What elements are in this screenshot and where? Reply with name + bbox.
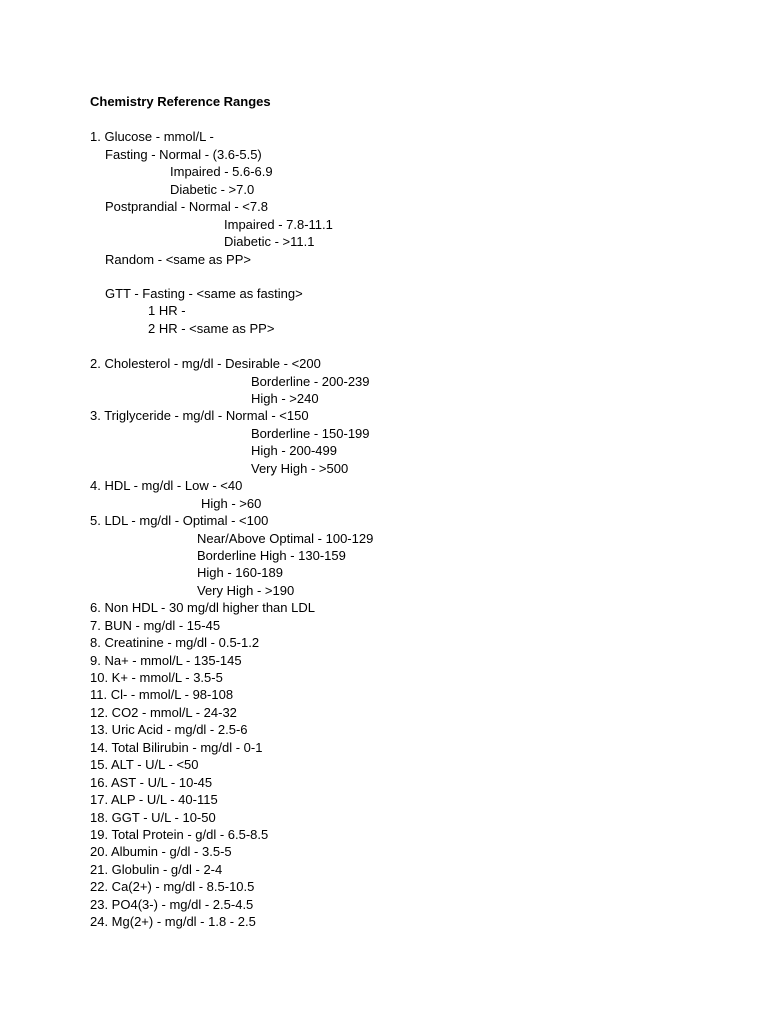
reference-line-alt: 15. ALT - U/L - <50 — [90, 757, 199, 772]
reference-line-glucose-postprandial-impaired: Impaired - 7.8-11.1 — [224, 217, 333, 232]
reference-line-total-bilirubin: 14. Total Bilirubin - mg/dl - 0-1 — [90, 740, 263, 755]
reference-line-glucose-fasting-impaired: Impaired - 5.6-6.9 — [170, 164, 273, 179]
reference-line-bun: 7. BUN - mg/dl - 15-45 — [90, 618, 221, 633]
reference-line-creatinine: 8. Creatinine - mg/dl - 0.5-1.2 — [90, 635, 260, 650]
reference-line-glucose-random: Random - <same as PP> — [105, 252, 251, 267]
reference-line-glucose-heading: 1. Glucose - mmol/L - — [90, 129, 214, 144]
reference-line-hdl-high: High - >60 — [201, 496, 262, 511]
reference-line-triglyceride-normal: 3. Triglyceride - mg/dl - Normal - <150 — [90, 408, 309, 423]
reference-line-ggt: 18. GGT - U/L - 10-50 — [90, 810, 216, 825]
reference-line-gtt-1hr: 1 HR - — [148, 303, 186, 318]
reference-line-glucose-fasting-normal: Fasting - Normal - (3.6-5.5) — [105, 147, 262, 162]
reference-line-chloride: 11. Cl- - mmol/L - 98-108 — [90, 687, 234, 702]
reference-line-hdl-low: 4. HDL - mg/dl - Low - <40 — [90, 478, 243, 493]
reference-line-calcium: 22. Ca(2+) - mg/dl - 8.5-10.5 — [90, 879, 255, 894]
reference-line-gtt-fasting: GTT - Fasting - <same as fasting> — [105, 286, 303, 301]
reference-line-total-protein: 19. Total Protein - g/dl - 6.5-8.5 — [90, 827, 269, 842]
reference-line-ldl-near-above-optimal: Near/Above Optimal - 100-129 — [197, 531, 374, 546]
reference-line-ldl-very-high: Very High - >190 — [197, 583, 295, 598]
reference-line-magnesium: 24. Mg(2+) - mg/dl - 1.8 - 2.5 — [90, 914, 256, 929]
reference-line-albumin: 20. Albumin - g/dl - 3.5-5 — [90, 844, 232, 859]
reference-line-uric-acid: 13. Uric Acid - mg/dl - 2.5-6 — [90, 722, 248, 737]
reference-line-ldl-borderline-high: Borderline High - 130-159 — [197, 548, 346, 563]
reference-line-globulin: 21. Globulin - g/dl - 2-4 — [90, 862, 223, 877]
reference-line-cholesterol-high: High - >240 — [251, 391, 319, 406]
reference-line-co2: 12. CO2 - mmol/L - 24-32 — [90, 705, 237, 720]
reference-line-ldl-high: High - 160-189 — [197, 565, 283, 580]
reference-line-glucose-fasting-diabetic: Diabetic - >7.0 — [170, 182, 255, 197]
reference-line-triglyceride-high: High - 200-499 — [251, 443, 337, 458]
reference-line-glucose-postprandial-diabetic: Diabetic - >11.1 — [224, 234, 315, 249]
reference-line-ast: 16. AST - U/L - 10-45 — [90, 775, 213, 790]
document-title: Chemistry Reference Ranges — [90, 94, 271, 109]
reference-line-triglyceride-borderline: Borderline - 150-199 — [251, 426, 370, 441]
reference-line-cholesterol-borderline: Borderline - 200-239 — [251, 374, 370, 389]
reference-line-non-hdl: 6. Non HDL - 30 mg/dl higher than LDL — [90, 600, 315, 615]
reference-line-glucose-postprandial-normal: Postprandial - Normal - <7.8 — [105, 199, 268, 214]
reference-line-triglyceride-very-high: Very High - >500 — [251, 461, 349, 476]
reference-line-gtt-2hr: 2 HR - <same as PP> — [148, 321, 275, 336]
reference-line-alp: 17. ALP - U/L - 40-115 — [90, 792, 218, 807]
reference-line-ldl-optimal: 5. LDL - mg/dl - Optimal - <100 — [90, 513, 269, 528]
reference-line-potassium: 10. K+ - mmol/L - 3.5-5 — [90, 670, 223, 685]
reference-line-cholesterol-desirable: 2. Cholesterol - mg/dl - Desirable - <200 — [90, 356, 321, 371]
reference-line-sodium: 9. Na+ - mmol/L - 135-145 — [90, 653, 242, 668]
reference-line-phosphate: 23. PO4(3-) - mg/dl - 2.5-4.5 — [90, 897, 254, 912]
